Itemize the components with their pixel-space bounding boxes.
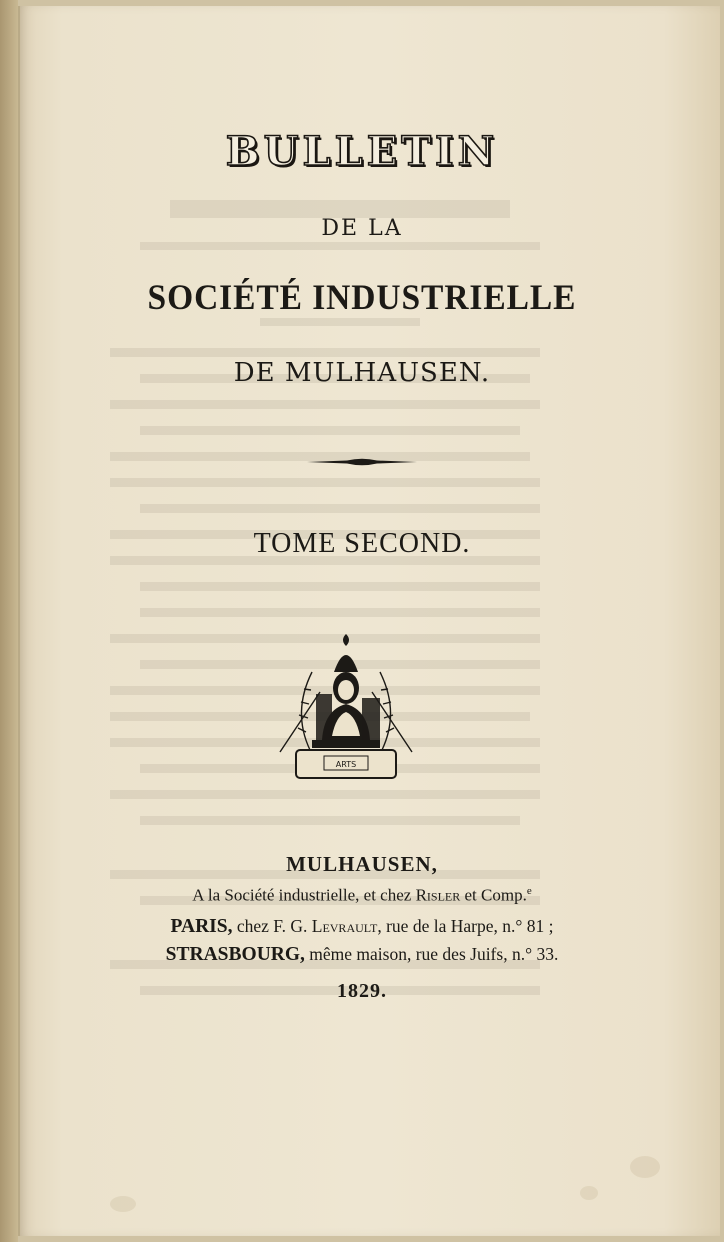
imprint-year: 1829. bbox=[337, 980, 387, 1002]
foxing-spot bbox=[110, 1196, 136, 1212]
imprint-publisher-suffix: et Comp. bbox=[464, 885, 527, 905]
ornamental-rule bbox=[0, 452, 724, 462]
society-name: SOCIÉTÉ INDUSTRIELLE bbox=[147, 277, 577, 317]
minerva-arts-emblem-icon bbox=[272, 632, 420, 784]
city-line: DE MULHAUSEN. bbox=[233, 358, 491, 388]
imprint-strasbourg-text: même maison, rue des Juifs, n.° 33. bbox=[309, 944, 559, 964]
book-spine bbox=[0, 0, 18, 1242]
imprint-publisher-prefix: A la Société industrielle, et chez bbox=[192, 885, 412, 905]
imprint-paris-text-1: chez F. G. bbox=[236, 916, 308, 936]
page-title: BULLETIN bbox=[225, 128, 499, 175]
imprint-paris bbox=[0, 916, 724, 938]
volume-label: TOME SECOND. bbox=[253, 528, 471, 559]
imprint-paris-name: Levrault bbox=[311, 916, 378, 936]
imprint-paris-city: PARIS, bbox=[170, 916, 233, 937]
imprint-publisher-sup: e bbox=[526, 885, 532, 897]
imprint-publisher bbox=[0, 885, 724, 906]
imprint-strasbourg-city: STRASBOURG, bbox=[165, 944, 305, 965]
imprint-city: MULHAUSEN, bbox=[286, 852, 438, 876]
emblem-plaque-text: ARTS bbox=[335, 760, 357, 769]
subtitle-prefix: DE LA bbox=[321, 216, 403, 241]
imprint-paris-text-2: , rue de la Harpe, n.° 81 ; bbox=[377, 916, 554, 936]
foxing-spot bbox=[580, 1186, 598, 1200]
imprint-strasbourg bbox=[0, 944, 724, 966]
foxing-spot bbox=[630, 1156, 660, 1178]
imprint-publisher-name: Risler bbox=[415, 885, 461, 905]
